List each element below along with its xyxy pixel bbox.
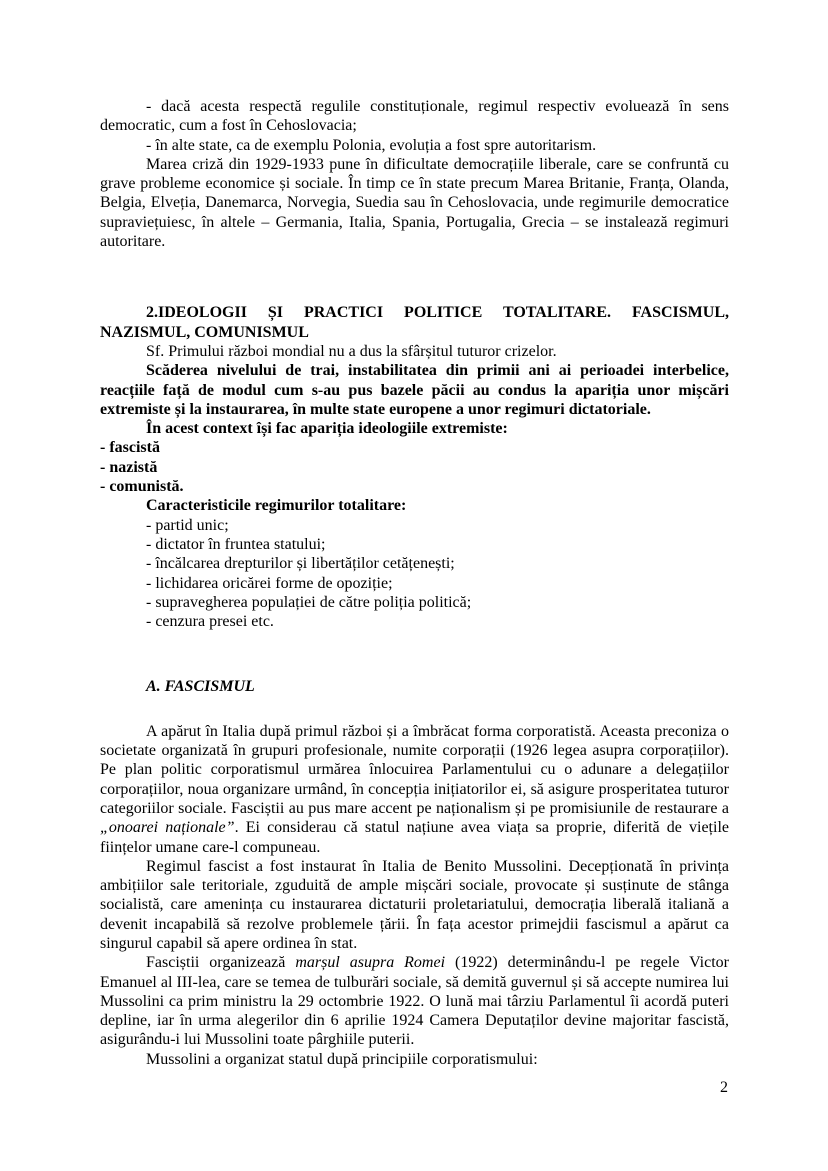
text-run: 2.IDEOLOGII ȘI PRACTICI POLITICE TOTALITARE. FASCISMUL, NAZISMUL, COMUNISMUL (100, 304, 729, 341)
text-run: - partid unic; (146, 516, 229, 534)
subsection-heading (100, 677, 729, 696)
paragraph (100, 155, 729, 251)
text-run: - fascistă (100, 439, 160, 457)
text-run: Regimul fascist a fost instaurat în Italia de Benito Mussolini. Decepționată în privința ambițiilor sale teritoriale, zguduită de ample mișcări sociale, provocate și susținute de stânga socialistă, care amenința cu instaurarea dictaturii proletariatului, democrația liberală italiană a devenit incapabilă să rezolve problemele țării. În fața acestor primejdii fascismul a apărut ca singurul capabil să apere ordinea în stat. (100, 857, 729, 952)
text-run: Fasciștii organizează (146, 954, 296, 972)
text-run: - comunistă. (100, 478, 184, 496)
document-body (100, 97, 729, 1069)
section-heading (100, 303, 729, 342)
text-run: Scăderea nivelului de trai, instabilitatea din primii ani ai perioadei interbelice, reacțiile față de modul cum s-au pus bazele păcii au condus la apariția unor mișcări extremiste și la instaurarea, în multe state europene a unor regimuri dictatoriale. (100, 362, 729, 418)
text-run: Caracteristicile regimurilor totalitare: (146, 497, 407, 515)
text-run: A. FASCISMUL (146, 678, 255, 696)
list-item (100, 477, 729, 496)
list-item (100, 535, 729, 554)
paragraph (100, 342, 729, 361)
paragraph (100, 97, 729, 136)
text-run: Sf. Primului război mondial nu a dus la sfârșitul tuturor crizelor. (146, 342, 557, 360)
paragraph (100, 496, 729, 515)
text-run: marșul asupra Romei (295, 954, 446, 972)
text-run: (1922) determinându-l pe regele Victor Emanuel al III-lea, care se temea de tulburări sociale, să demită guvernul și să accepte numirea lui Mussolini ca prim ministru la 29 octombrie 1922. O lună mai târziu Parlamentul îi acordă puteri depline, iar în urma alegerilor din 6 aprilie 1924 Camera Deputaților devine majoritar fascistă, asigurându-i lui Mussolini toate pârghiile puterii. (100, 954, 729, 1049)
text-run: - supravegherea populației de către poliția politică; (146, 593, 472, 611)
paragraph (100, 722, 729, 857)
paragraph (100, 136, 729, 155)
text-run: A apărut în Italia după primul război și a îmbrăcat forma corporatistă. Aceasta preconiza o societate organizată în grupuri profesionale, numite corporații (1926 legea asupra corporațiilor). Pe plan politic corporatismul urmărea înlocuirea Parlamentului cu o adunare a delegațiilor corporațiilor, noua organizare urmând, în concepția inițiatorilor ei, să asigure prosperitatea tuturor categoriilor sociale. Fasciștii au pus mare accent pe naționalism și pe promisiunile de restaurare a (100, 722, 729, 817)
list-item (100, 458, 729, 477)
text-run: În acest context își fac apariția ideologiile extremiste: (146, 420, 508, 438)
text-run: Mussolini a organizat statul după principiile corporatismului: (146, 1050, 538, 1068)
list-item (100, 554, 729, 573)
text-run: - cenzura presei etc. (146, 613, 274, 631)
text-run: - dacă acesta respectă regulile constituționale, regimul respectiv evoluează în sens democratic, cum a fost în Cehoslovacia; (100, 98, 729, 135)
text-run: - nazistă (100, 458, 158, 476)
text-run: - lichidarea oricărei forme de opoziție; (146, 574, 393, 592)
text-run: - încălcarea drepturilor și libertăților cetățenești; (146, 555, 455, 573)
text-run: - dictator în fruntea statului; (146, 535, 326, 553)
paragraph (100, 857, 729, 953)
paragraph (100, 361, 729, 419)
list-item (100, 438, 729, 457)
text-run: „onoarei naționale” (100, 819, 235, 837)
list-item (100, 612, 729, 631)
list-item (100, 574, 729, 593)
text-run: Marea criză din 1929-1933 pune în dificultate democrațiile liberale, care se confruntă cu grave probleme economice și sociale. În timp ce în state precum Marea Britanie, Franța, Olanda, Belgia, Elveția, Danemarca, Norvegia, Suedia sau în Cehoslovacia, unde regimurile democratice supraviețuiesc, în altele – Germania, Italia, Spania, Portugalia, Grecia – se instalează regimuri autoritare. (100, 155, 729, 251)
text-run: - în alte state, ca de exemplu Polonia, evoluția a fost spre autoritarism. (146, 136, 597, 154)
paragraph (100, 419, 729, 438)
paragraph (100, 953, 729, 1049)
list-item (100, 516, 729, 535)
page-number: 2 (720, 1079, 728, 1096)
paragraph (100, 1050, 729, 1069)
text-run: . Ei considerau că statul națiune avea viața sa proprie, diferită de viețile ființelor umane care-l compuneau. (100, 819, 729, 856)
list-item (100, 593, 729, 612)
